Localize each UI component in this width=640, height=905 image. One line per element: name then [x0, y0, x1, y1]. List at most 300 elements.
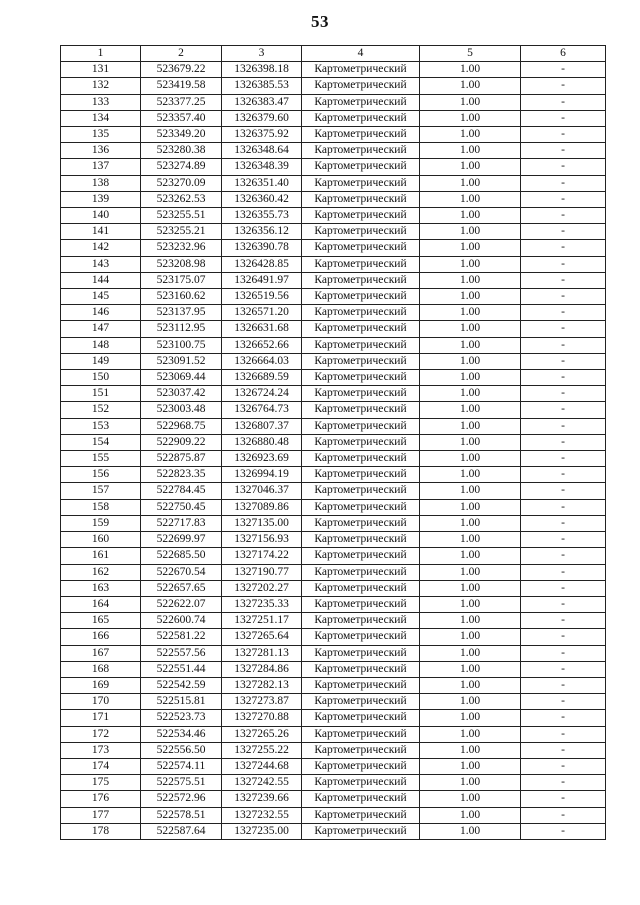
point-number-cell: 163 [61, 580, 141, 596]
x-coordinate-cell: 523069.44 [141, 370, 222, 386]
y-coordinate-cell: 1326428.85 [222, 256, 302, 272]
point-number-cell: 173 [61, 742, 141, 758]
y-coordinate-cell: 1326385.53 [222, 78, 302, 94]
point-number-cell: 139 [61, 191, 141, 207]
x-coordinate-cell: 522551.44 [141, 661, 222, 677]
y-coordinate-cell: 1327232.55 [222, 807, 302, 823]
x-coordinate-cell: 522909.22 [141, 434, 222, 450]
table-row [61, 499, 606, 515]
table-row [61, 645, 606, 661]
table-row [61, 370, 606, 386]
note-cell: - [521, 548, 606, 564]
method-cell: Картометрический [302, 289, 420, 305]
accuracy-cell: 1.00 [420, 305, 521, 321]
note-cell: - [521, 726, 606, 742]
method-cell: Картометрический [302, 564, 420, 580]
point-number-cell: 140 [61, 208, 141, 224]
x-coordinate-cell: 523255.51 [141, 208, 222, 224]
accuracy-cell: 1.00 [420, 289, 521, 305]
method-cell: Картометрический [302, 62, 420, 78]
method-cell: Картометрический [302, 580, 420, 596]
y-coordinate-cell: 1326491.97 [222, 272, 302, 288]
note-cell: - [521, 694, 606, 710]
point-number-cell: 169 [61, 677, 141, 693]
coordinates-table [60, 45, 606, 840]
y-coordinate-cell: 1326807.37 [222, 418, 302, 434]
note-cell: - [521, 434, 606, 450]
x-coordinate-cell: 523112.95 [141, 321, 222, 337]
x-coordinate-cell: 522784.45 [141, 483, 222, 499]
point-number-cell: 164 [61, 596, 141, 612]
x-coordinate-cell: 523357.40 [141, 110, 222, 126]
table-row [61, 402, 606, 418]
point-number-cell: 157 [61, 483, 141, 499]
point-number-cell: 150 [61, 370, 141, 386]
note-cell: - [521, 272, 606, 288]
y-coordinate-cell: 1326390.78 [222, 240, 302, 256]
table-row [61, 353, 606, 369]
note-cell: - [521, 823, 606, 839]
point-number-cell: 132 [61, 78, 141, 94]
x-coordinate-cell: 523280.38 [141, 143, 222, 159]
accuracy-cell: 1.00 [420, 515, 521, 531]
table-row [61, 742, 606, 758]
method-cell: Картометрический [302, 661, 420, 677]
accuracy-cell: 1.00 [420, 175, 521, 191]
accuracy-cell: 1.00 [420, 370, 521, 386]
table-row [61, 548, 606, 564]
table-row [61, 467, 606, 483]
point-number-cell: 161 [61, 548, 141, 564]
point-number-cell: 166 [61, 629, 141, 645]
accuracy-cell: 1.00 [420, 775, 521, 791]
note-cell: - [521, 94, 606, 110]
y-coordinate-cell: 1327046.37 [222, 483, 302, 499]
accuracy-cell: 1.00 [420, 629, 521, 645]
accuracy-cell: 1.00 [420, 823, 521, 839]
y-coordinate-cell: 1326571.20 [222, 305, 302, 321]
note-cell: - [521, 110, 606, 126]
point-number-cell: 135 [61, 127, 141, 143]
accuracy-cell: 1.00 [420, 402, 521, 418]
header-row [61, 46, 606, 62]
note-cell: - [521, 564, 606, 580]
method-cell: Картометрический [302, 353, 420, 369]
accuracy-cell: 1.00 [420, 94, 521, 110]
accuracy-cell: 1.00 [420, 677, 521, 693]
method-cell: Картометрический [302, 677, 420, 693]
y-coordinate-cell: 1327265.26 [222, 726, 302, 742]
point-number-cell: 134 [61, 110, 141, 126]
x-coordinate-cell: 523679.22 [141, 62, 222, 78]
accuracy-cell: 1.00 [420, 742, 521, 758]
note-cell: - [521, 677, 606, 693]
y-coordinate-cell: 1327235.33 [222, 596, 302, 612]
point-number-cell: 154 [61, 434, 141, 450]
point-number-cell: 162 [61, 564, 141, 580]
accuracy-cell: 1.00 [420, 240, 521, 256]
point-number-cell: 138 [61, 175, 141, 191]
x-coordinate-cell: 522657.65 [141, 580, 222, 596]
table-row [61, 564, 606, 580]
method-cell: Картометрический [302, 143, 420, 159]
method-cell: Картометрический [302, 175, 420, 191]
x-coordinate-cell: 523349.20 [141, 127, 222, 143]
note-cell: - [521, 321, 606, 337]
y-coordinate-cell: 1326360.42 [222, 191, 302, 207]
method-cell: Картометрический [302, 742, 420, 758]
x-coordinate-cell: 522515.81 [141, 694, 222, 710]
table-row [61, 613, 606, 629]
point-number-cell: 159 [61, 515, 141, 531]
point-number-cell: 152 [61, 402, 141, 418]
y-coordinate-cell: 1327156.93 [222, 532, 302, 548]
table-row [61, 240, 606, 256]
accuracy-cell: 1.00 [420, 499, 521, 515]
y-coordinate-cell: 1326383.47 [222, 94, 302, 110]
x-coordinate-cell: 522534.46 [141, 726, 222, 742]
method-cell: Картометрический [302, 191, 420, 207]
point-number-cell: 174 [61, 758, 141, 774]
accuracy-cell: 1.00 [420, 613, 521, 629]
x-coordinate-cell: 522556.50 [141, 742, 222, 758]
y-coordinate-cell: 1327202.27 [222, 580, 302, 596]
column-header-6: 6 [521, 46, 606, 62]
accuracy-cell: 1.00 [420, 256, 521, 272]
table-row [61, 289, 606, 305]
point-number-cell: 177 [61, 807, 141, 823]
note-cell: - [521, 240, 606, 256]
y-coordinate-cell: 1327135.00 [222, 515, 302, 531]
table-row [61, 791, 606, 807]
point-number-cell: 158 [61, 499, 141, 515]
table-row [61, 451, 606, 467]
accuracy-cell: 1.00 [420, 564, 521, 580]
point-number-cell: 168 [61, 661, 141, 677]
column-header-2: 2 [141, 46, 222, 62]
note-cell: - [521, 191, 606, 207]
y-coordinate-cell: 1326375.92 [222, 127, 302, 143]
note-cell: - [521, 418, 606, 434]
note-cell: - [521, 515, 606, 531]
accuracy-cell: 1.00 [420, 110, 521, 126]
table-row [61, 224, 606, 240]
note-cell: - [521, 386, 606, 402]
note-cell: - [521, 483, 606, 499]
point-number-cell: 153 [61, 418, 141, 434]
point-number-cell: 170 [61, 694, 141, 710]
method-cell: Картометрический [302, 807, 420, 823]
note-cell: - [521, 127, 606, 143]
method-cell: Картометрический [302, 758, 420, 774]
y-coordinate-cell: 1326348.39 [222, 159, 302, 175]
y-coordinate-cell: 1327255.22 [222, 742, 302, 758]
x-coordinate-cell: 522685.50 [141, 548, 222, 564]
method-cell: Картометрический [302, 256, 420, 272]
x-coordinate-cell: 523091.52 [141, 353, 222, 369]
x-coordinate-cell: 522875.87 [141, 451, 222, 467]
table-row [61, 629, 606, 645]
y-coordinate-cell: 1326348.64 [222, 143, 302, 159]
method-cell: Картометрический [302, 110, 420, 126]
method-cell: Картометрический [302, 370, 420, 386]
x-coordinate-cell: 523208.98 [141, 256, 222, 272]
method-cell: Картометрический [302, 402, 420, 418]
note-cell: - [521, 710, 606, 726]
table-header [61, 46, 606, 62]
y-coordinate-cell: 1327239.66 [222, 791, 302, 807]
method-cell: Картометрический [302, 224, 420, 240]
method-cell: Картометрический [302, 499, 420, 515]
point-number-cell: 137 [61, 159, 141, 175]
method-cell: Картометрический [302, 515, 420, 531]
table-row [61, 337, 606, 353]
y-coordinate-cell: 1326994.19 [222, 467, 302, 483]
y-coordinate-cell: 1326631.68 [222, 321, 302, 337]
y-coordinate-cell: 1327251.17 [222, 613, 302, 629]
column-header-4: 4 [302, 46, 420, 62]
note-cell: - [521, 758, 606, 774]
note-cell: - [521, 62, 606, 78]
note-cell: - [521, 613, 606, 629]
table-row [61, 110, 606, 126]
method-cell: Картометрический [302, 240, 420, 256]
note-cell: - [521, 775, 606, 791]
table-row [61, 807, 606, 823]
table-row [61, 661, 606, 677]
x-coordinate-cell: 522699.97 [141, 532, 222, 548]
x-coordinate-cell: 522600.74 [141, 613, 222, 629]
method-cell: Картометрический [302, 791, 420, 807]
note-cell: - [521, 337, 606, 353]
method-cell: Картометрический [302, 127, 420, 143]
x-coordinate-cell: 523003.48 [141, 402, 222, 418]
note-cell: - [521, 791, 606, 807]
x-coordinate-cell: 522542.59 [141, 677, 222, 693]
method-cell: Картометрический [302, 208, 420, 224]
method-cell: Картометрический [302, 710, 420, 726]
table-row [61, 272, 606, 288]
point-number-cell: 141 [61, 224, 141, 240]
table-row [61, 677, 606, 693]
y-coordinate-cell: 1326689.59 [222, 370, 302, 386]
point-number-cell: 171 [61, 710, 141, 726]
method-cell: Картометрический [302, 823, 420, 839]
note-cell: - [521, 580, 606, 596]
note-cell: - [521, 370, 606, 386]
method-cell: Картометрический [302, 694, 420, 710]
x-coordinate-cell: 522523.73 [141, 710, 222, 726]
accuracy-cell: 1.00 [420, 418, 521, 434]
note-cell: - [521, 661, 606, 677]
x-coordinate-cell: 523175.07 [141, 272, 222, 288]
accuracy-cell: 1.00 [420, 596, 521, 612]
column-header-1: 1 [61, 46, 141, 62]
method-cell: Картометрический [302, 418, 420, 434]
accuracy-cell: 1.00 [420, 337, 521, 353]
point-number-cell: 146 [61, 305, 141, 321]
point-number-cell: 155 [61, 451, 141, 467]
table-row [61, 208, 606, 224]
table-row [61, 710, 606, 726]
table-row [61, 321, 606, 337]
x-coordinate-cell: 523232.96 [141, 240, 222, 256]
accuracy-cell: 1.00 [420, 694, 521, 710]
method-cell: Картометрический [302, 548, 420, 564]
table-body [61, 62, 606, 840]
x-coordinate-cell: 523255.21 [141, 224, 222, 240]
table-row [61, 191, 606, 207]
method-cell: Картометрический [302, 305, 420, 321]
accuracy-cell: 1.00 [420, 661, 521, 677]
table-row [61, 596, 606, 612]
x-coordinate-cell: 522578.51 [141, 807, 222, 823]
y-coordinate-cell: 1327174.22 [222, 548, 302, 564]
y-coordinate-cell: 1327089.86 [222, 499, 302, 515]
y-coordinate-cell: 1327190.77 [222, 564, 302, 580]
method-cell: Картометрический [302, 726, 420, 742]
accuracy-cell: 1.00 [420, 159, 521, 175]
page-number: 53 [311, 12, 329, 31]
y-coordinate-cell: 1327282.13 [222, 677, 302, 693]
point-number-cell: 160 [61, 532, 141, 548]
table-row [61, 62, 606, 78]
x-coordinate-cell: 523270.09 [141, 175, 222, 191]
method-cell: Картометрический [302, 272, 420, 288]
point-number-cell: 172 [61, 726, 141, 742]
x-coordinate-cell: 523262.53 [141, 191, 222, 207]
y-coordinate-cell: 1327235.00 [222, 823, 302, 839]
table-row [61, 580, 606, 596]
y-coordinate-cell: 1327270.88 [222, 710, 302, 726]
accuracy-cell: 1.00 [420, 580, 521, 596]
x-coordinate-cell: 522581.22 [141, 629, 222, 645]
table-row [61, 305, 606, 321]
point-number-cell: 145 [61, 289, 141, 305]
y-coordinate-cell: 1327284.86 [222, 661, 302, 677]
y-coordinate-cell: 1326398.18 [222, 62, 302, 78]
y-coordinate-cell: 1326351.40 [222, 175, 302, 191]
x-coordinate-cell: 522587.64 [141, 823, 222, 839]
x-coordinate-cell: 523037.42 [141, 386, 222, 402]
accuracy-cell: 1.00 [420, 191, 521, 207]
x-coordinate-cell: 522968.75 [141, 418, 222, 434]
accuracy-cell: 1.00 [420, 224, 521, 240]
note-cell: - [521, 596, 606, 612]
x-coordinate-cell: 523160.62 [141, 289, 222, 305]
table-row [61, 515, 606, 531]
method-cell: Картометрический [302, 483, 420, 499]
table-row [61, 386, 606, 402]
x-coordinate-cell: 523274.89 [141, 159, 222, 175]
x-coordinate-cell: 522572.96 [141, 791, 222, 807]
point-number-cell: 147 [61, 321, 141, 337]
accuracy-cell: 1.00 [420, 353, 521, 369]
note-cell: - [521, 645, 606, 661]
note-cell: - [521, 305, 606, 321]
point-number-cell: 131 [61, 62, 141, 78]
table-row [61, 256, 606, 272]
point-number-cell: 133 [61, 94, 141, 110]
accuracy-cell: 1.00 [420, 208, 521, 224]
column-header-3: 3 [222, 46, 302, 62]
table-row [61, 143, 606, 159]
x-coordinate-cell: 522574.11 [141, 758, 222, 774]
x-coordinate-cell: 523137.95 [141, 305, 222, 321]
x-coordinate-cell: 523377.25 [141, 94, 222, 110]
note-cell: - [521, 742, 606, 758]
x-coordinate-cell: 522717.83 [141, 515, 222, 531]
x-coordinate-cell: 523419.58 [141, 78, 222, 94]
y-coordinate-cell: 1326664.03 [222, 353, 302, 369]
x-coordinate-cell: 522670.54 [141, 564, 222, 580]
table-row [61, 775, 606, 791]
point-number-cell: 167 [61, 645, 141, 661]
table-row [61, 823, 606, 839]
point-number-cell: 151 [61, 386, 141, 402]
y-coordinate-cell: 1326764.73 [222, 402, 302, 418]
accuracy-cell: 1.00 [420, 321, 521, 337]
point-number-cell: 178 [61, 823, 141, 839]
method-cell: Картометрический [302, 386, 420, 402]
note-cell: - [521, 159, 606, 175]
note-cell: - [521, 807, 606, 823]
method-cell: Картометрический [302, 434, 420, 450]
accuracy-cell: 1.00 [420, 467, 521, 483]
accuracy-cell: 1.00 [420, 127, 521, 143]
table-row [61, 726, 606, 742]
note-cell: - [521, 499, 606, 515]
y-coordinate-cell: 1326379.60 [222, 110, 302, 126]
y-coordinate-cell: 1326519.56 [222, 289, 302, 305]
point-number-cell: 144 [61, 272, 141, 288]
accuracy-cell: 1.00 [420, 272, 521, 288]
point-number-cell: 149 [61, 353, 141, 369]
table-row [61, 127, 606, 143]
point-number-cell: 176 [61, 791, 141, 807]
note-cell: - [521, 289, 606, 305]
method-cell: Картометрический [302, 94, 420, 110]
accuracy-cell: 1.00 [420, 807, 521, 823]
accuracy-cell: 1.00 [420, 791, 521, 807]
y-coordinate-cell: 1327242.55 [222, 775, 302, 791]
accuracy-cell: 1.00 [420, 434, 521, 450]
point-number-cell: 148 [61, 337, 141, 353]
table-row [61, 532, 606, 548]
method-cell: Картометрический [302, 532, 420, 548]
note-cell: - [521, 532, 606, 548]
y-coordinate-cell: 1326724.24 [222, 386, 302, 402]
method-cell: Картометрический [302, 596, 420, 612]
accuracy-cell: 1.00 [420, 78, 521, 94]
method-cell: Картометрический [302, 775, 420, 791]
table-row [61, 94, 606, 110]
table-row [61, 483, 606, 499]
y-coordinate-cell: 1326923.69 [222, 451, 302, 467]
method-cell: Картометрический [302, 645, 420, 661]
note-cell: - [521, 224, 606, 240]
table-row [61, 78, 606, 94]
accuracy-cell: 1.00 [420, 62, 521, 78]
y-coordinate-cell: 1327265.64 [222, 629, 302, 645]
accuracy-cell: 1.00 [420, 532, 521, 548]
point-number-cell: 142 [61, 240, 141, 256]
point-number-cell: 165 [61, 613, 141, 629]
note-cell: - [521, 256, 606, 272]
note-cell: - [521, 353, 606, 369]
y-coordinate-cell: 1326356.12 [222, 224, 302, 240]
method-cell: Картометрический [302, 629, 420, 645]
